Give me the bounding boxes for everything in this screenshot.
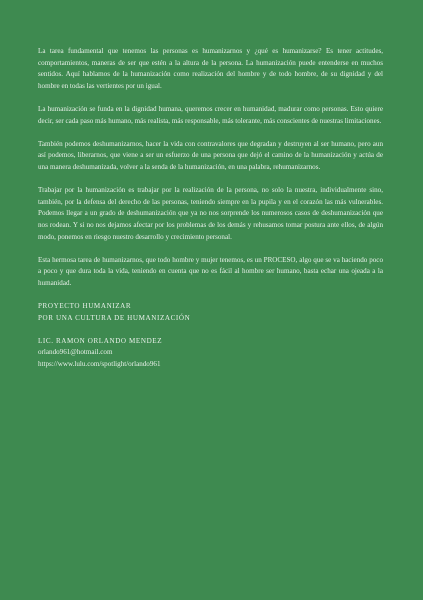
paragraph-3: También podemos deshumanizarnos, hacer la vida con contravalores que degradan y destruyen al ser humano, pero aun así podemos, liberarnos, que viene a ser un esfuerzo de una persona que dejó el camino de la humanización y actúa de una manera deshumanizada, volver a la senda de la humanización, en una palabra, rehumanizarnos. [38, 139, 383, 171]
project-title: PROYECTO HUMANIZAR [38, 302, 132, 311]
author-name: LIC. RAMON ORLANDO MENDEZ [38, 336, 163, 345]
author-link[interactable]: https://www.lulu.com/spotlight/orlando961 [38, 360, 161, 369]
paragraph-2: La humanización se funda en la dignidad humana, queremos crecer en humanidad, madurar como personas. Esto quiere decir, ser cada paso más humano, más realista, más responsable, más tolerante, más conscientes de nuestras limitaciones. [38, 104, 383, 125]
paragraph-1: La tarea fundamental que tenemos las personas es humanizarnos y ¿qué es humanizarse? Es tener actitudes, comportamientos, maneras de ser que estén a la altura de la persona. La humanización puede entenderse en muchos sentidos. Aquí hablamos de la humanización como realización del hombre y de todo hombre, de su dignidad y del hombre en todas las vertientes por un igual. [38, 47, 383, 90]
author-email[interactable]: orlando961@hotmail.com [38, 348, 113, 357]
paragraph-4: Trabajar por la humanización es trabajar por la realización de la persona, no solo la nuestra, individualmente sino, también, por la defensa del derecho de las personas, teniendo siempre en la pupila y en el corazón las más vulnerables. Podemos llegar a un grado de deshumanización que ya no nos sorprende los numerosos casos de deshumanización que nos rodean. Y si no nos dejamos afectar por los problemas de los demás y rehusamos tomar postura ante ellos, de algún modo, ponemos en riesgo nuestro desarrollo y crecimiento personal. [38, 186, 383, 241]
project-subtitle: POR UNA CULTURA DE HUMANIZACIÓN [38, 313, 191, 322]
paragraph-5: Esta hermosa tarea de humanizarnos, que todo hombre y mujer tenemos, es un PROCESO, algo que se va haciendo poco a poco y que dura toda la vida, teniendo en cuenta que no es fácil al hombre ser humano, basta echar una ojeada a la humanidad. [38, 255, 383, 287]
project-block [38, 301, 383, 324]
author-block [38, 336, 383, 371]
